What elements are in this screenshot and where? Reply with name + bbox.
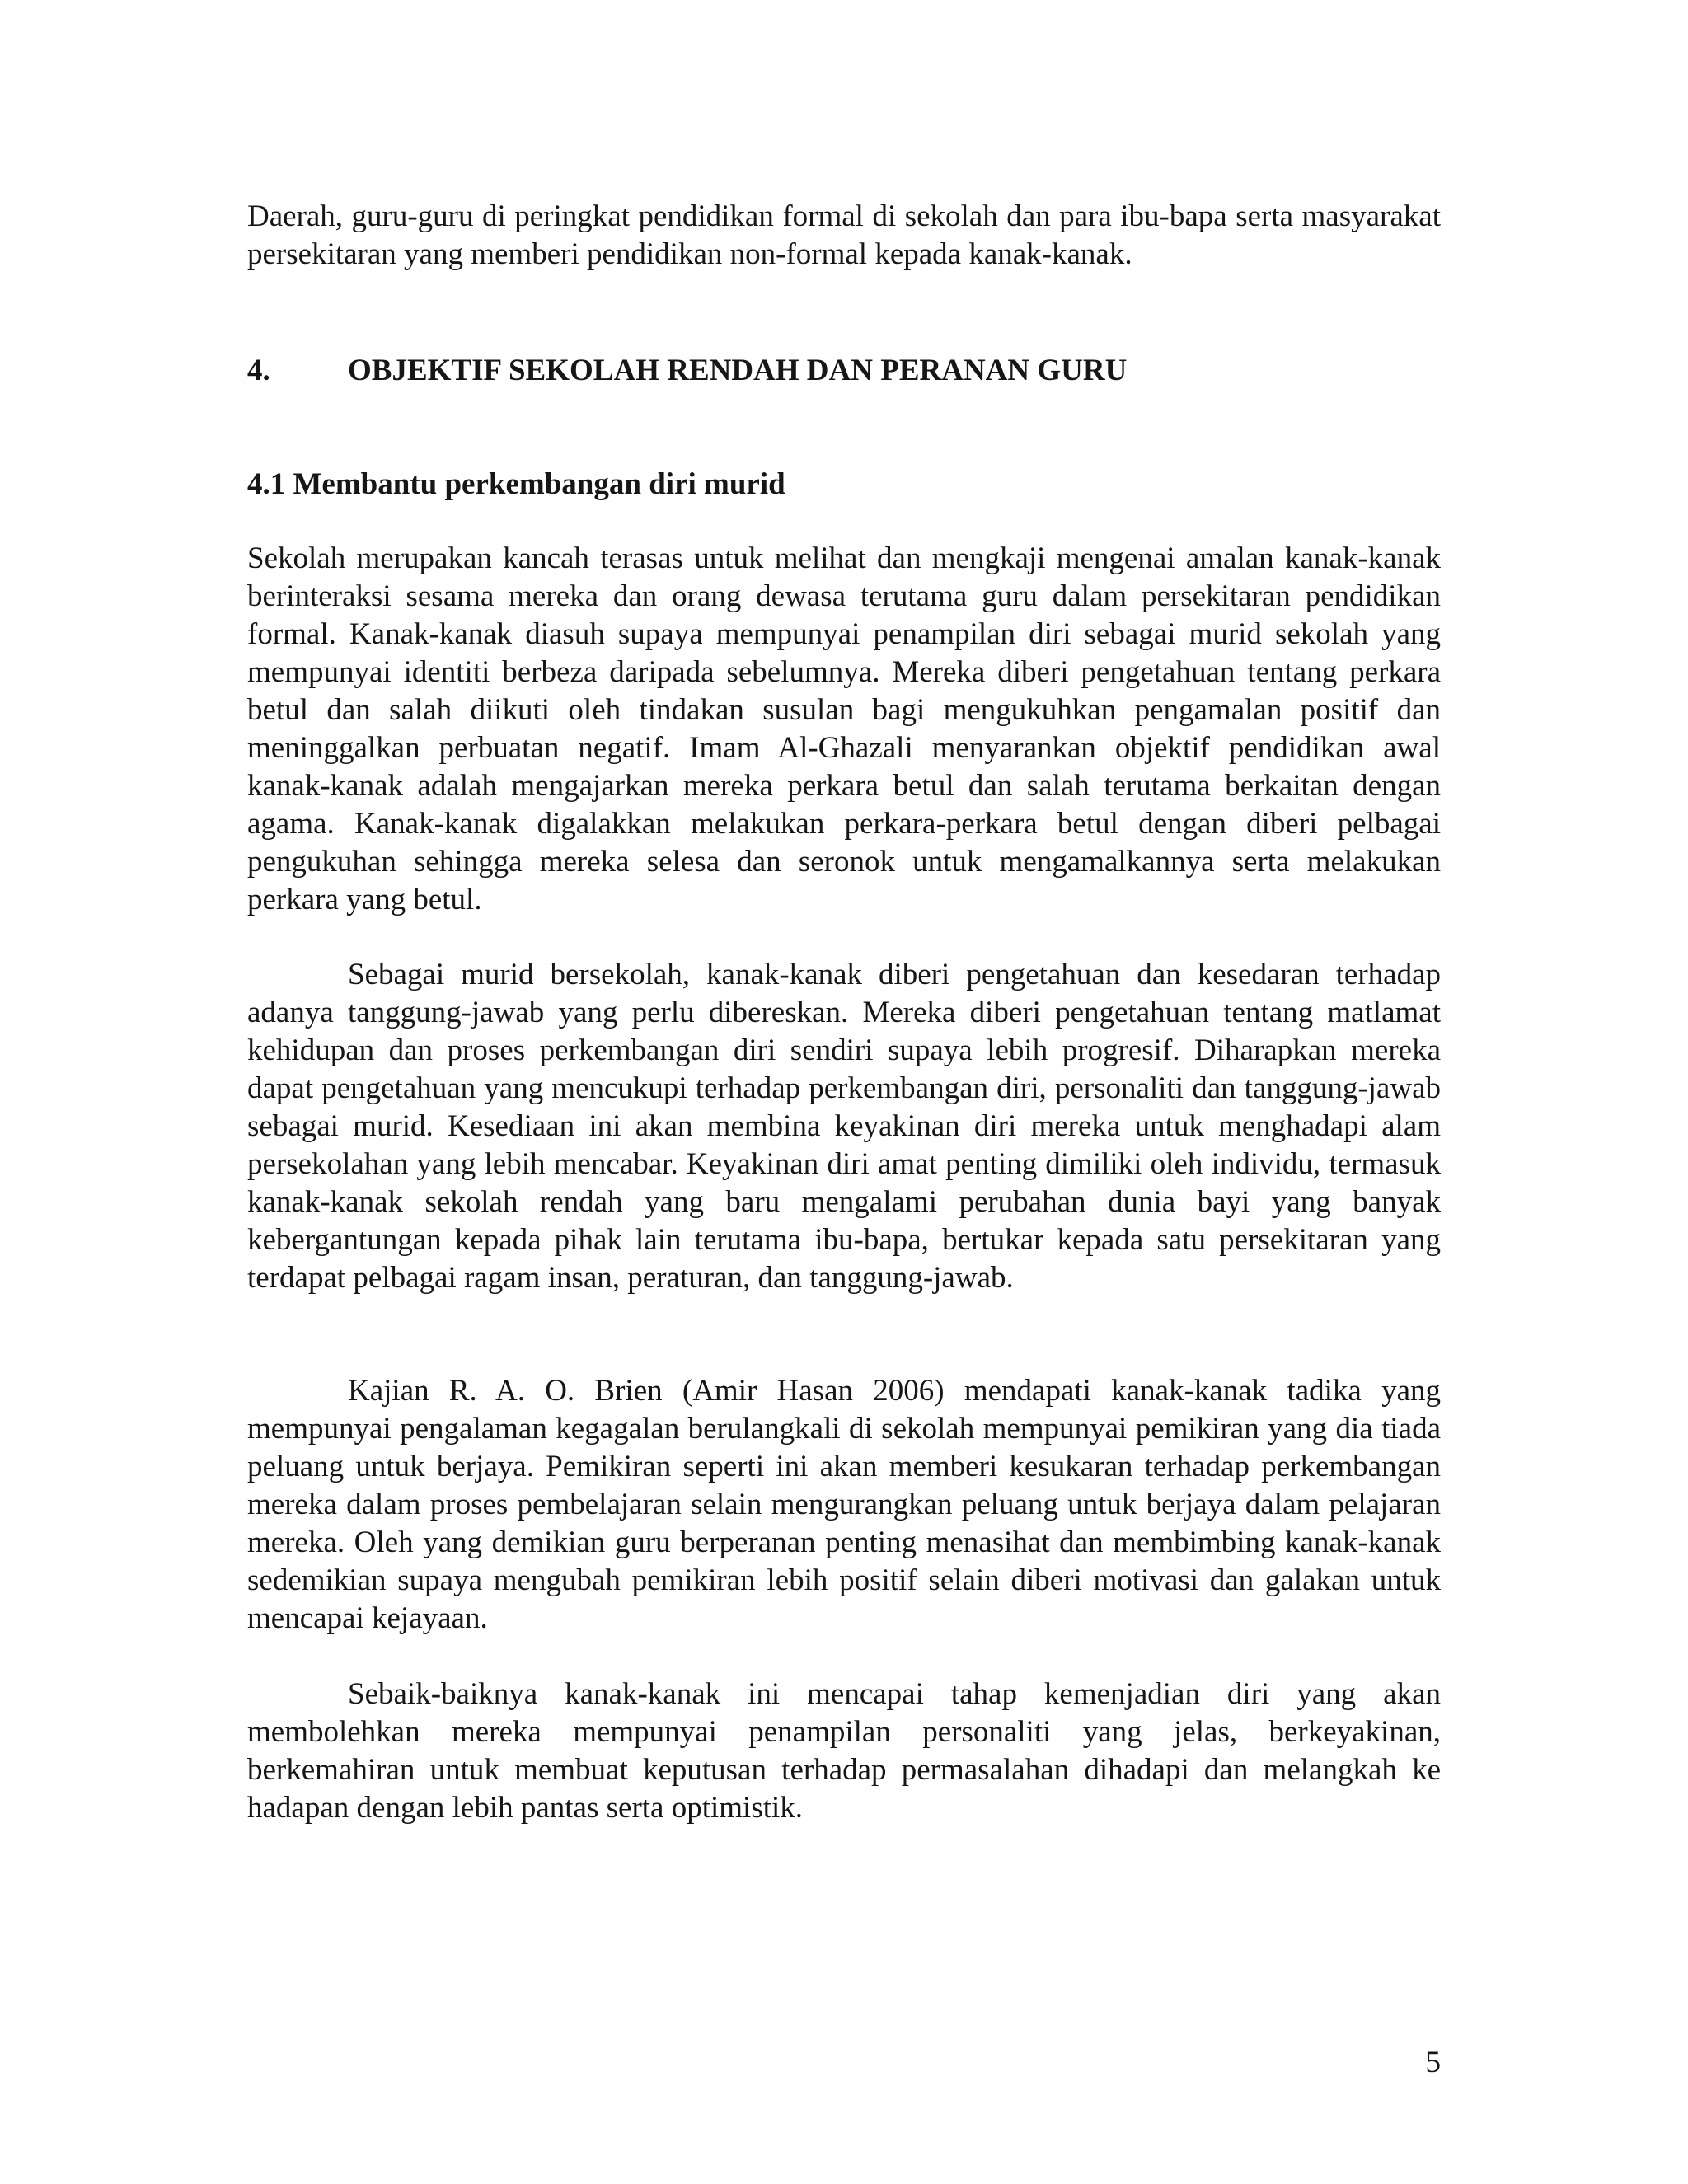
section-title: OBJEKTIF SEKOLAH RENDAH DAN PERANAN GURU xyxy=(348,354,1128,387)
body-paragraph-3: Kajian R. A. O. Brien (Amir Hasan 2006) mendapati kanak-kanak tadika yang mempunyai pengalaman kegagalan berulangkali di sekolah mempunyai pemikiran yang dia tiada peluang untuk berjaya. Pemikiran seperti ini akan memberi kesukaran terhadap perkembangan mereka dalam proses pembelajaran selain mengurangkan peluang untuk berjaya dalam pelajaran mereka. Oleh yang demikian guru berperanan penting menasihat dan membimbing kanak-kanak sedemikian supaya mengubah pemikiran lebih positif selain diberi motivasi dan galakan untuk mencapai kejayaan. xyxy=(247,1374,1441,1635)
intro-paragraph: Daerah, guru-guru di peringkat pendidikan formal di sekolah dan para ibu-bapa serta masyarakat persekitaran yang memberi pendidikan non-formal kepada kanak-kanak. xyxy=(247,199,1441,271)
section-number: 4. xyxy=(247,354,270,387)
section-heading xyxy=(247,352,1127,390)
body-paragraph-4: Sebaik-baiknya kanak-kanak ini mencapai tahap kemenjadian diri yang akan membolehkan mereka mempunyai penampilan personaliti yang jelas, berkeyakinan, berkemahiran untuk membuat keputusan terhadap permasalahan dihadapi dan melangkah ke hadapan dengan lebih pantas serta optimistik. xyxy=(247,1677,1441,1825)
body-paragraph-1: Sekolah merupakan kancah terasas untuk melihat dan mengkaji mengenai amalan kanak-kanak berinteraksi sesama mereka dan orang dewasa terutama guru dalam persekitaran pendidikan formal. Kanak-kanak diasuh supaya mempunyai penampilan diri sebagai murid sekolah yang mempunyai identiti berbeza daripada sebelumnya. Mereka diberi pengetahuan tentang perkara betul dan salah diikuti oleh tindakan susulan bagi mengukuhkan pengamalan positif dan meninggalkan perbuatan negatif. Imam Al-Ghazali menyarankan objektif pendidikan awal kanak-kanak adalah mengajarkan mereka perkara betul dan salah terutama berkaitan dengan agama. Kanak-kanak digalakkan melakukan perkara-perkara betul dengan diberi pelbagai pengukuhan sehingga mereka selesa dan seronok untuk mengamalkannya serta melakukan perkara yang betul. xyxy=(247,541,1441,916)
subsection-heading: 4.1 Membantu perkembangan diri murid xyxy=(247,467,785,501)
body-paragraph-2: Sebagai murid bersekolah, kanak-kanak diberi pengetahuan dan kesedaran terhadap adanya tanggung-jawab yang perlu dibereskan. Mereka diberi pengetahuan tentang matlamat kehidupan dan proses perkembangan diri sendiri supaya lebih progresif. Diharapkan mereka dapat pengetahuan yang mencukupi terhadap perkembangan diri, personaliti dan tanggung-jawab sebagai murid. Kesediaan ini akan membina keyakinan diri mereka untuk menghadapi alam persekolahan yang lebih mencabar. Keyakinan diri amat penting dimiliki oleh individu, termasuk kanak-kanak sekolah rendah yang baru mengalami perubahan dunia bayi yang banyak kebergantungan kepada pihak lain terutama ibu-bapa, bertukar kepada satu persekitaran yang terdapat pelbagai ragam insan, peraturan, dan tanggung-jawab. xyxy=(247,958,1441,1295)
page-number: 5 xyxy=(1425,2046,1441,2079)
